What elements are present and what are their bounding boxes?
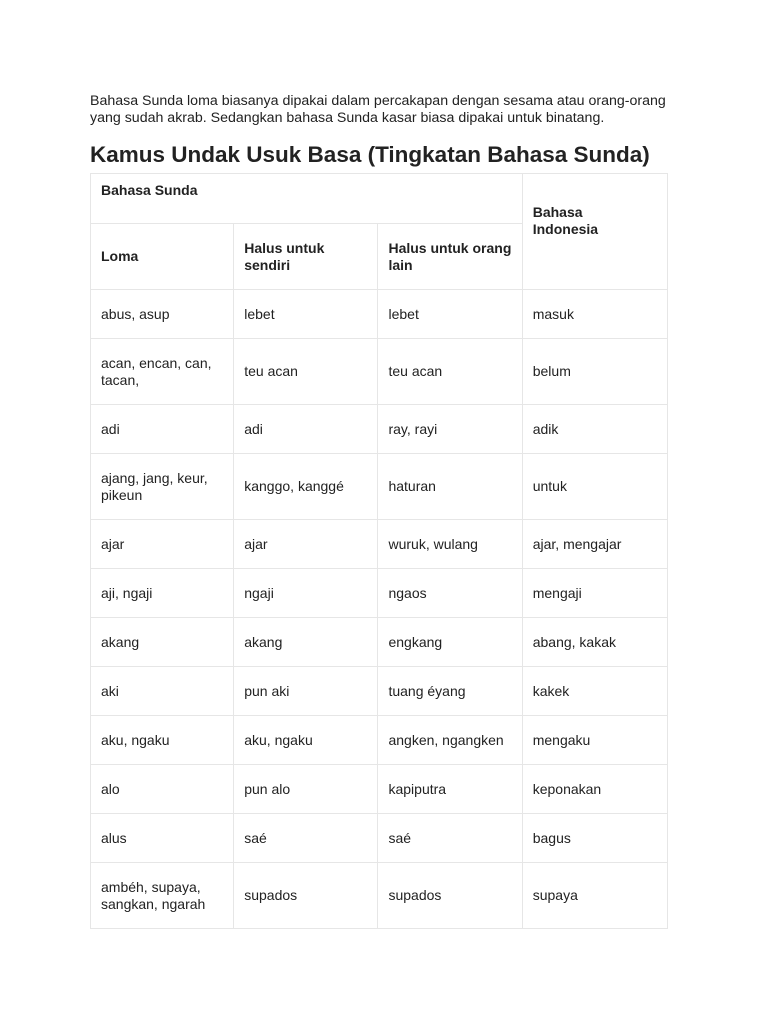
cell-halus-orang-lain: lebet — [378, 290, 522, 339]
cell-loma: adi — [91, 405, 234, 454]
cell-loma: aku, ngaku — [91, 716, 234, 765]
cell-halus-sendiri: teu acan — [234, 339, 378, 405]
cell-bahasa-indonesia: ajar, mengajar — [522, 520, 667, 569]
cell-halus-sendiri: pun alo — [234, 765, 378, 814]
cell-halus-orang-lain: ngaos — [378, 569, 522, 618]
cell-loma: aki — [91, 667, 234, 716]
header-bahasa-sunda: Bahasa Sunda — [91, 174, 523, 224]
table-header-row-group — [91, 174, 668, 224]
header-halus-sendiri: Halus untuk sendiri — [234, 224, 378, 290]
cell-bahasa-indonesia: kakek — [522, 667, 667, 716]
cell-halus-sendiri: adi — [234, 405, 378, 454]
table-row — [91, 454, 668, 520]
table-row — [91, 667, 668, 716]
cell-bahasa-indonesia: supaya — [522, 863, 667, 929]
cell-bahasa-indonesia: mengaji — [522, 569, 667, 618]
cell-halus-orang-lain: angken, ngangken — [378, 716, 522, 765]
header-loma: Loma — [91, 224, 234, 290]
cell-halus-sendiri: aku, ngaku — [234, 716, 378, 765]
table-row — [91, 405, 668, 454]
table-row — [91, 716, 668, 765]
cell-halus-sendiri: ajar — [234, 520, 378, 569]
cell-loma: acan, encan, can, tacan, — [91, 339, 234, 405]
cell-halus-orang-lain: saé — [378, 814, 522, 863]
page-title: Kamus Undak Usuk Basa (Tingkatan Bahasa Sunda) — [90, 142, 650, 167]
table-row — [91, 290, 668, 339]
cell-halus-sendiri: kanggo, kanggé — [234, 454, 378, 520]
cell-loma: aji, ngaji — [91, 569, 234, 618]
cell-halus-sendiri: ngaji — [234, 569, 378, 618]
cell-halus-orang-lain: engkang — [378, 618, 522, 667]
cell-bahasa-indonesia: bagus — [522, 814, 667, 863]
cell-halus-orang-lain: haturan — [378, 454, 522, 520]
cell-halus-orang-lain: supados — [378, 863, 522, 929]
table-row — [91, 569, 668, 618]
header-halus-orang-lain: Halus untuk orang lain — [378, 224, 522, 290]
cell-bahasa-indonesia: keponakan — [522, 765, 667, 814]
cell-halus-orang-lain: ray, rayi — [378, 405, 522, 454]
table-row — [91, 814, 668, 863]
cell-halus-sendiri: pun aki — [234, 667, 378, 716]
cell-loma: akang — [91, 618, 234, 667]
cell-loma: ambéh, supaya, sangkan, ngarah — [91, 863, 234, 929]
table-row — [91, 863, 668, 929]
cell-bahasa-indonesia: adik — [522, 405, 667, 454]
cell-halus-sendiri: supados — [234, 863, 378, 929]
cell-halus-orang-lain: kapiputra — [378, 765, 522, 814]
cell-loma: abus, asup — [91, 290, 234, 339]
cell-halus-orang-lain: teu acan — [378, 339, 522, 405]
intro-paragraph: Bahasa Sunda loma biasanya dipakai dalam percakapan dengan sesama atau orang-orang yang sudah akrab. Sedangkan bahasa Sunda kasar biasa dipakai untuk binatang. — [90, 93, 666, 126]
cell-halus-orang-lain: wuruk, wulang — [378, 520, 522, 569]
cell-bahasa-indonesia: abang, kakak — [522, 618, 667, 667]
cell-bahasa-indonesia: untuk — [522, 454, 667, 520]
table-row — [91, 765, 668, 814]
cell-loma: ajang, jang, keur, pikeun — [91, 454, 234, 520]
table-row — [91, 618, 668, 667]
cell-loma: ajar — [91, 520, 234, 569]
dictionary-table — [90, 173, 668, 929]
cell-halus-sendiri: lebet — [234, 290, 378, 339]
cell-bahasa-indonesia: mengaku — [522, 716, 667, 765]
table-row — [91, 339, 668, 405]
cell-halus-sendiri: akang — [234, 618, 378, 667]
cell-bahasa-indonesia: belum — [522, 339, 667, 405]
cell-loma: alo — [91, 765, 234, 814]
header-bahasa-indonesia: Bahasa Indonesia — [522, 174, 667, 290]
cell-halus-orang-lain: tuang éyang — [378, 667, 522, 716]
cell-bahasa-indonesia: masuk — [522, 290, 667, 339]
table-row — [91, 520, 668, 569]
cell-halus-sendiri: saé — [234, 814, 378, 863]
cell-loma: alus — [91, 814, 234, 863]
